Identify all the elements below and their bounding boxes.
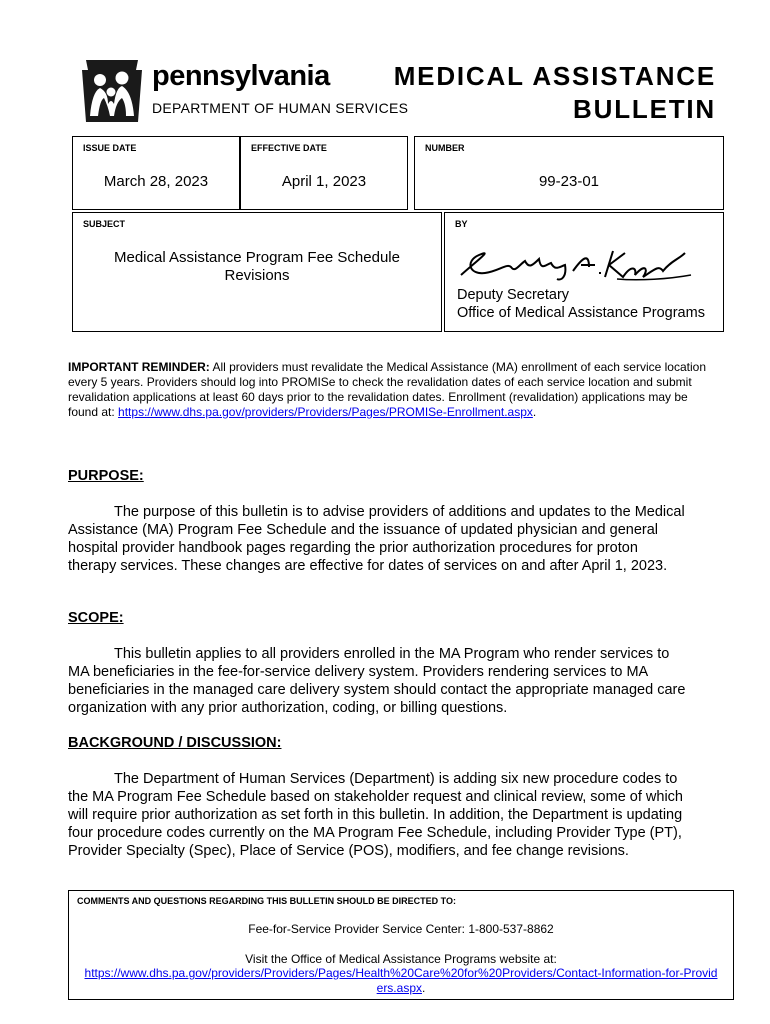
promise-enrollment-link[interactable]: https://www.dhs.pa.gov/providers/Providers/Pages/PROMISe-Enrollment.aspx xyxy=(118,405,533,419)
contact-link-end: . xyxy=(422,981,426,995)
dhs-logo xyxy=(80,58,409,128)
purpose-text: The purpose of this bulletin is to advise providers of additions and updates to the Medical Assistance (MA) Program Fee Schedule and the issuance of updated physician and general hospital provider handbook pages regarding the prior authorization procedures for proton therapy services. These changes are effective for dates of services on and after April 1, 2023. xyxy=(68,504,685,574)
org-name: pennsylvania xyxy=(152,60,330,92)
important-reminder xyxy=(68,360,708,420)
effective-date-value: April 1, 2023 xyxy=(281,173,367,190)
effective-date-box xyxy=(240,136,408,210)
signature xyxy=(449,235,699,285)
visit-text: Visit the Office of Medical Assistance Programs website at: xyxy=(245,952,557,966)
by-office: Office of Medical Assistance Programs xyxy=(457,305,705,321)
by-title: Deputy Secretary xyxy=(457,287,570,303)
issue-date-box xyxy=(72,136,240,210)
keystone-family-logo-icon xyxy=(80,58,144,124)
issue-date-label: ISSUE DATE xyxy=(83,143,137,153)
department-name: DEPARTMENT OF HUMAN SERVICES xyxy=(152,100,409,116)
bulletin-title-line1: MEDICAL ASSISTANCE xyxy=(393,61,716,91)
purpose-heading: PURPOSE: xyxy=(68,468,144,484)
by-box xyxy=(444,212,724,332)
scope-text: This bulletin applies to all providers enrolled in the MA Program who render services to MA beneficiaries in the fee-for-service delivery system. Providers rendering services to MA beneficiaries in the managed care delivery system should contact the appropriate managed care organization with any prior authorization, coding, or billing questions. xyxy=(68,646,686,716)
number-box xyxy=(414,136,724,210)
bulletin-title-line2: BULLETIN xyxy=(573,94,716,124)
number-label: NUMBER xyxy=(425,143,465,153)
effective-date-label: EFFECTIVE DATE xyxy=(251,143,327,153)
reminder-end: . xyxy=(532,405,537,419)
number-value: 99-23-01 xyxy=(538,173,600,190)
subject-label: SUBJECT xyxy=(83,219,126,229)
by-label: BY xyxy=(455,219,468,229)
scope-heading: SCOPE: xyxy=(68,610,124,626)
reminder-label: IMPORTANT REMINDER: xyxy=(68,360,210,374)
reminder-text: All providers must revalidate the Medical Assistance (MA) enrollment of each service location every 5 years. Providers should log into PROMISe to check the revalidation dates of each service location and submit revalidation applications at least 60 days prior to the revalidation dates. Enrollment (revalidation) applications may be found at: xyxy=(68,360,706,419)
background-text: The Department of Human Services (Department) is adding six new procedure codes to the MA Program Fee Schedule based on stakeholder request and clinical review, some of which will require prior authorization as set forth in this bulletin. In addition, the Department is updating four procedure codes currently on the MA Program Fee Schedule, including Provider Type (PT), Provider Specialty (Spec), Place of Service (POS), modifiers, and fee change revisions. xyxy=(68,771,683,859)
comments-header: COMMENTS AND QUESTIONS REGARDING THIS BULLETIN SHOULD BE DIRECTED TO: xyxy=(77,896,457,906)
issue-date-value: March 28, 2023 xyxy=(103,173,209,190)
comments-box xyxy=(68,890,734,1000)
contact-link-line xyxy=(83,966,719,996)
background-heading: BACKGROUND / DISCUSSION: xyxy=(68,735,282,751)
subject-box xyxy=(72,212,442,332)
bulletin-title xyxy=(394,60,716,126)
contact-information-link[interactable]: https://www.dhs.pa.gov/providers/Providers/Pages/Health%20Care%20for%20Providers/Contact-Information-for-Providers.aspx xyxy=(84,966,718,995)
service-center-line: Fee-for-Service Provider Service Center: 1-800-537-8862 xyxy=(248,922,554,936)
subject-value: Medical Assistance Program Fee Schedule Revisions xyxy=(114,249,400,284)
